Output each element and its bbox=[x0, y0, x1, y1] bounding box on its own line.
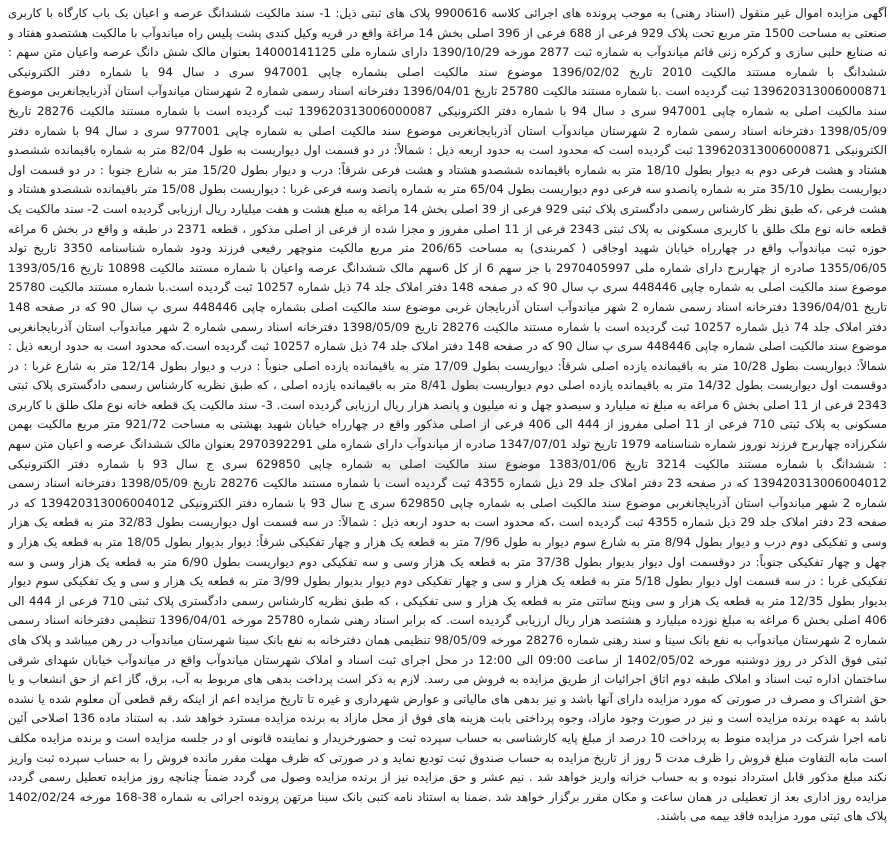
auction-notice bbox=[8, 4, 887, 847]
notice-body: آگهی مزایده اموال غیر منقول (اسناد رهنی) به موجب پرونده های اجرائی کلاسه 9900616 پلاک های ثبتی ذیل: 1- سند مالکیت ششدانگ عرصه و اعیان یک باب کارگاه با کاربری صنعتی به مساحت 1500 متر مربع تحت پلاک 929 فرعی از 688 فرعی از 396 اصلی بخش 14 مراغة واقع در قریه وکیل کندی پشت پلیس راه میاندوآب با مالکیت هشتصدو هفتاد و نه صنایع حلبی سازی و کرکره زنی قائم میاندوآب به شماره ثبت 2877 مورخه 1390/10/29 دارای شماره ملی 14000141125 بعنوان مالک شش دانگ عرصه واعیان متن سهم : ششدانگ با شماره مستند مالکیت 2010 تاریخ 1396/02/02 موضوع سند مالکیت اصلی بشماره چاپی 947001 سری د سال 94 با شماره دفتر الکترونیکی 139620313006000871 ثبت گردیده است .با شماره مستند مالکیت 25780 تاریخ 1396/04/01 دفترخانه اسناد رسمی شماره 2 شهرستان میاندوآب استان آذربایجانغربی موضوع سند مالکیت اصلی به شماره چاپی 947001 سری د سال 94 با شماره دفتر الکترونیکی 139620313006000087 ثبت گردیده است با شماره مستند مالکیت 28276 تاریخ 1398/05/09 دفترخانه اسناد رسمی شماره 2 شهرستان میاندوآب استان آذربایجانغربی موضوع سند مالکیت اصلی به شماره چاپی 977001 سری د سال 94 با شماره دفتر الکترونیکی 139620313006000871 ثبت گردیده است که محدود است به حدود اربعه ذیل : شمالاً: در دو قسمت اول دیواریست به طول 82/04 متر به شماره باقیمانده ششصدو هشتاد و هشت فرعی دوم به دیوار بطول 18/10 متر به شماره باقیمانده ششصدو هشتاد و هشت فرعی شرقاً: درب و دیوار بطول 15/20 متر به شارع جنوبا : در دو قسمت اول دیواریست بطول 35/10 متر به شماره پانصدو سه فرعی دوم دیواریست بطول 65/04 متر به شماره پانصد وسه فرعی غربا : دیواریست بطول 15/08 متر باقیمانده ششصدو هشتاد و هشت فرعی ،که طبق نظر کارشناس رسمی دادگستری پلاک ثبتی 929 فرعی از 39 اصلی بخش 14 مراغه به مبلغ هشت و هفت میلیارد ریال ارزیابی گردیده است 2- سند مالکیت یک قطعه خانه نوع ملک طلق با کاربری مسکونی به پلاک ثبتی 2343 فرعی از 11 اصلی مفروز و مجزا شده از فرعی از اصلی مذکور ، قطعه 2371 در طبقه و واقع در بخش 6 مراغه حوزه ثبت میاندوآب واقع در چهارراه خیابان شهید اوجاقی ( کمربندی) به مساحت 206/65 متر مربع مالکیت منوچهر رفیعی فرزند ودود شماره شناسنامه 3350 تاریخ تولد 1355/06/05 صادره از چهاربرج دارای شماره ملی 2970405997 با جز سهم 6 از کل 6سهم مالک ششدانگ عرصه واعیان با شماره مستند مالکیت 10898 تاریخ 1393/05/16 موضوع سند مالکیت اصلی به شماره چاپی 448446 سری پ سال 90 که در صفحه 148 دفتر املاک جلد 74 ذیل شماره 10257 ثبت گردیده است.با شماره مستند مالکیت 25780 تاریخ 1396/04/01 دفترخانه اسناد رسمی شماره 2 شهر میاندوآب استان آذربایجان غربی موضوع سند مالکیت اصلی بشماره چاپی 448446 سری پ سال 90 که در صفحه 148 دفتر املاک جلد 74 ذیل شماره 10257 ثبت گردیده است با شماره مستند مالکیت 28276 تاریخ 1398/05/09 دفترخانه اسناد رسمی شماره 2 شهر میاندوآب استان آذربایجانغربی موضوع سند مالکیت اصلی شماره چاپی 448446 سری پ سال 90 که در صفحه 148 دفتر املاک جلد 74 ذیل شماره 10257 ثبت گردیده است.که محدود است به حدود اربعه ذیل : شمالاً: دیواریست بطول 10/28 متر به باقیمانده یازده اصلی شرقاً: دیواریست بطول 17/09 متر به باقیمانده یازده اصلی جنوباً : درب و دیوار بطول 12/14 متر به شارع غربا : در دوقسمت اول دیواریست بطول 14/32 متر به باقیمانده یازده اصلی دوم دیواریست بطول 8/41 متر به باقیمانده یازده اصلی ، که طبق نظریه کارشناس رسمی دادگستری پلاک ثبتی 2343 فرعی از 11 اصلی بخش 6 مراغه به مبلغ نه میلیارد و سیصدو چهل و نه میلیون و پانصد هزار ریال ارزیابی گردیده است. 3- سند مالکیت یک قطعه خانه نوع ملک طلق با کاربری مسکونی به پلاک ثبتی 710 فرعی از 11 اصلی مفروز از 444 الی 406 فرعی از اصلی مذکور واقع در چهارراه خیابان شهید بهشتی به مساحت 921/72 متر مربع مالکیت بهمن شکرزاده چهاربرج فرزند نوروز شماره شناسنامه 1979 تاریخ تولد 1347/07/01 صادره از میاندوآب دارای شماره ملی 2970392291 بعنوان مالک ششدانگ عرصه و اعیان متن سهم : ششدانگ با شماره مستند مالکیت 3214 تاریخ 1383/01/06 موضوع سند مالکیت اصلی به شماره چاپی 629850 سری ج سال 93 با شماره دفتر الکترونیکی 139420313006004012 که در صفحه 23 دفتر املاک جلد 29 ذیل شماره 4355 ثبت گردیده است با شماره مستند مالکیت 28276 تاریخ 1398/05/09 دفترخانه اسناد رسمی شماره 2 شهر میاندوآب استان آذربایجانغربی موضوع سند مالکیت اصلی به شماره چاپی 629850 سری ج سال 93 با شماره دفتر الکترونیکی 139420313006004012 که در صفحه 23 دفتر املاک جلد 29 ذیل شماره 4355 ثبت گردیده است ،که محدود است به حدود اربعه ذیل : شمالاً: در سه قسمت اول دیواریست بطول 32/83 متر به قطعه یک هزار وسی و تفکیکی دوم درب و دیوار بطول 8/94 متر به شارع سوم دیوار به طول 7/96 متر به قطعه یک هزار و چهار تفکیکی شرقاً: دیوار بدیوار بطول 18/05 متر به قطعه یک هزار و چهل و چهار تفکیکی جنوباً: در دوقسمت اول دیوار بدیوار بطول 37/38 متر به قطعه یک هزار وسی و سه تفکیکی دوم دیواریست بطول 6/90 متر به قطعه یک هزار وسی و سه تفکیکی غربا : در سه قسمت اول دیوار بطول 5/18 متر به قطعه یک هزار و سی و چهار تفکیکی دوم دیوار بدیوار بطول 3/99 متر به قطعه یک هزار و سی و یک تفکیکی سوم دیوار بدیوار بطول 12/35 متر به قطعه یک هزار و سی وپنج ساتتی متر به قطعه یک هزار و سی تفکیکی ، که طبق نظریه کارشناس رسمی دادگستری پلاک ثبتی 710 فرعی از 444 الی 406 اصلی بخش 6 مراغه به مبلغ نوزده میلیارد و هشتصد هزار ریال ارزیابی گردیده است. که برابر اسناد رهنی شماره 25780 مورخه 1396/04/01 تنظیمی دفترخانه اسناد رسمی شماره 2 شهرستان میاندوآب به نفع بانک سینا و سند رهنی شماره 28276 مورخه 98/05/09 تنظیمی همان دفترخانه به نفع بانک سینا شهرستان میاندوآب در رهن میباشد و پلاک های ثبتی فوق الذکر در روز دوشنبه مورخه 1402/05/02 از ساعت 09:00 الی 12:00 در محل اجرای ثبت اسناد و املاک شهرستان میاندوآب واقع در میاندوآب خیابان شهدای شرقی ساختمان اداره ثبت اسناد و املاک طبقه دوم اتاق اجرائیات از طریق مزایده به فروش می رسد. لازم به ذکر است پرداخت بدهی های مربوط به آب، برق، گاز اعم از حق انشعاب و یا حق اشتراک و مصرف در صورتی که مورد مزایده دارای آنها باشد و نیز بدهی های مالیاتی و عوارض شهرداری و غیره تا تاریخ مزایده اعم از اینکه رقم قطعی آن معلوم شده یا نشده باشد به عهده برنده مزایده است و نیز در صورت وجود مازاد، وجوه پرداختی بابت هزینه های فوق از محل مازاد به برنده مزایده مسترد خواهد شد. به استناد ماده 136 اصلاحی آئین نامه اجرا شرکت در مزایده منوط به پرداخت 10 درصد از مبلغ پایه کارشناسی به حساب سپرده ثبت و حضورخریدار و نماینده قانونی او در جلسه مزایده است و برنده مزایده مکلف است مابه التفاوت مبلغ فروش را ظرف مدت 5 روز از تاریخ مزایده به حساب صندوق ثبت تودیع نماید و در صورتی که ظرف مهلت مقرر مانده فروش را به حساب سپرده ثبت واریز نکند مبلغ مذکور قابل استرداد نبوده و به حساب خزانه واریز خواهد شد . نیم عشر و حق مزایده نیز از برنده مزایده وصول می گردد ضمناً چنانچه روز مزایده تعطیل رسمی گردد، مزایده روز اداری بعد از تعطیلی در همان ساعت و مکان مقرر برگزار خواهد شد .ضمنا به استناد نامه کتبی بانک سینا مرتهن پرونده اجرائی به شماره 38-168 مورخه 1402/02/24 پلاک های ثبتی مورد مزایده فاقد بیمه می باشند. bbox=[8, 6, 887, 824]
